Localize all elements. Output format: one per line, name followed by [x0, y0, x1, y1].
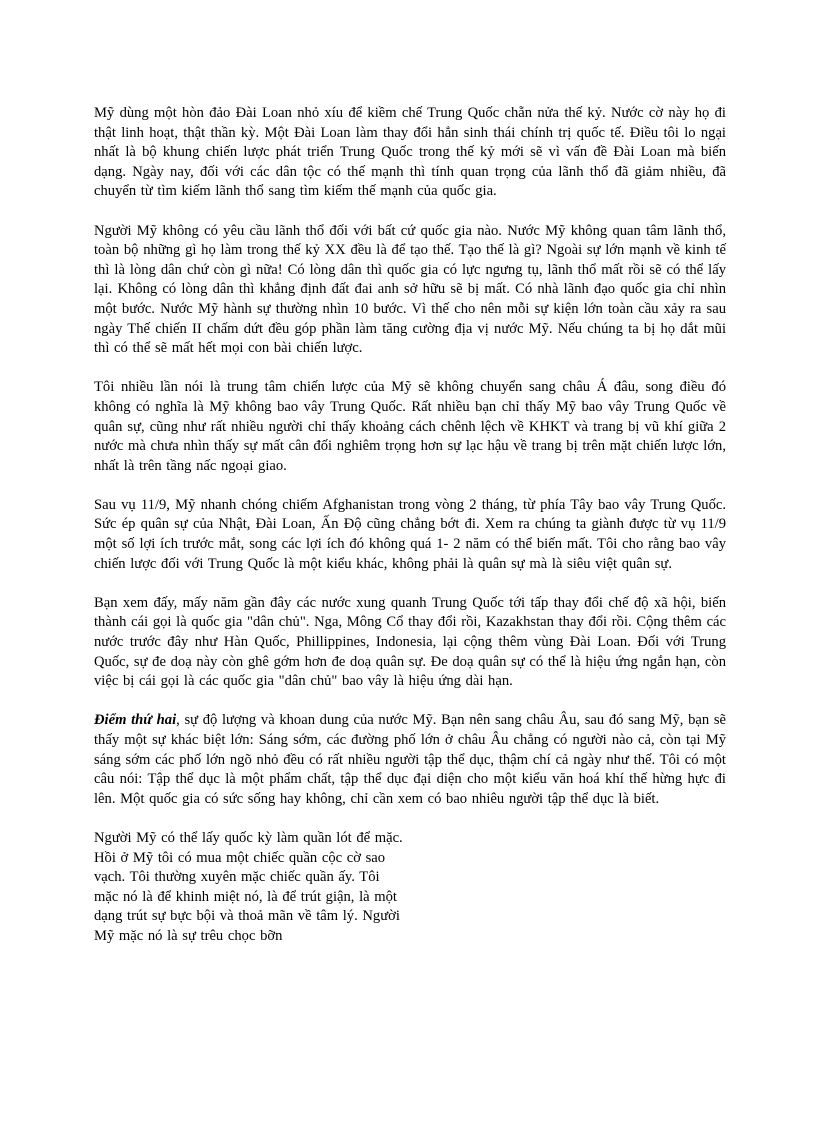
paragraph-territory: Người Mỹ không có yêu cầu lãnh thổ đối với bất cứ quốc gia nào. Nước Mỹ không quan tâm lãnh thổ, toàn bộ những gì họ làm trong thế kỷ XX đều là để tạo thế. Tạo thế là gì? Ngoài sự lớn mạnh về kinh tế thì là lòng dân chứ còn gì nữa! Có lòng dân thì quốc gia có lực ngưng tụ, lãnh thổ mất rồi sẽ có thể lấy lại. Không có lòng dân thì khẳng định đất đai anh sở hữu sẽ bị mất. Có nhà lãnh đạo quốc gia chỉ nhìn một bước. Nước Mỹ hành sự thường nhìn 10 bước. Vì thế cho nên mỗi sự kiện lớn toàn cầu xảy ra sau ngày Thế chiến II chấm dứt đều góp phần làm tăng cường địa vị nước Mỹ. Nếu chúng ta bị họ dắt mũi thì có thể sẽ mất hết mọi con bài chiến lược. — [94, 222, 726, 357]
point-two-lead: Điểm thứ hai — [94, 712, 177, 729]
paragraph-democracy-encirclement: Bạn xem đấy, mấy năm gần đây các nước xung quanh Trung Quốc tới tấp thay đổi chế độ xã hội, biến thành cái gọi là quốc gia "dân chủ". Nga, Mông Cổ thay đổi rồi, Kazakhstan thay đổi rồi. Cộng thêm các nước trước đây như Hàn Quốc, Phillippines, Indonesia, lại cộng thêm vùng Đài Loan. Đối với Trung Quốc, sự đe doạ này còn ghê gớm hơn đe doạ quân sự. Đe doạ quân sự có thể là hiệu ứng ngắn hạn, còn việc bị cái gọi là các quốc gia "dân chủ" bao vây là hiệu ứng dài hạn. — [94, 594, 726, 690]
point-two-text: , sự độ lượng và khoan dung của nước Mỹ. Bạn nên sang châu Âu, sau đó sang Mỹ, bạn sẽ thấy một sự khác biệt lớn: Sáng sớm, các đường phố lớn ở châu Âu chẳng có người nào cả, còn tại Mỹ sáng sớm các phố lớn ngõ nhỏ đều có rất nhiều người tập thể dục, thậm chí cả ngày như thế. Tôi có một câu nói: Tập thể dục là một phẩm chất, tập thể dục đại diện cho một kiểu văn hoá khí thế hừng hực đi lên. Một quốc gia có sức sống hay không, chỉ cần xem có bao nhiêu người tập thể dục là biết. — [94, 712, 726, 807]
paragraph-strategy-center: Tôi nhiều lần nói là trung tâm chiến lược của Mỹ sẽ không chuyển sang châu Á đâu, song điều đó không có nghĩa là Mỹ không bao vây Trung Quốc. Rất nhiều bạn chỉ thấy Mỹ bao vây Trung Quốc về quân sự, cũng như rất nhiều người chỉ thấy khoảng cách chênh lệch về KHKT và trang bị vũ khí giữa 2 nước mà chưa nhìn thấy sự mất cân đối nghiêm trọng hơn sự lạc hậu về trang bị trên mặt chiến lược lớn, nhất là trên tầng nấc ngoại giao. — [94, 379, 726, 474]
paragraph-taiwan: Mỹ dùng một hòn đảo Đài Loan nhỏ xíu để kiềm chế Trung Quốc chẵn nửa thế kỷ. Nước cờ này họ đi thật linh hoạt, thật thần kỳ. Một Đài Loan làm thay đổi hẳn sinh thái chính trị quốc tế. Điều tôi lo ngại nhất là bộ khung chiến lược phát triển Trung Quốc trong thế kỷ mới sẽ vì vấn đề Đài Loan mà biến dạng. Ngày nay, đối với các dân tộc có thế mạnh thì tính quan trọng của lãnh thổ đã giảm nhiều, đã chuyển từ tìm kiếm lãnh thổ sang tìm kiếm thế mạnh của quốc gia. — [94, 105, 726, 200]
paragraph-september-11: Sau vụ 11/9, Mỹ nhanh chóng chiếm Afghanistan trong vòng 2 tháng, từ phía Tây bao vây Trung Quốc. Sức ép quân sự của Nhật, Đài Loan, Ấn Độ cũng chẳng bớt đi. Xem ra chúng ta giành được từ vụ 11/9 một số lợi ích trước mắt, song các lợi ích đó không quá 1- 2 năm có thể biến mất. Tôi cho rằng bao vây chiến lược đối với Trung Quốc là một kiểu khác, không phải là quân sự mà là siêu việt quân sự. — [94, 496, 726, 572]
document-body — [94, 104, 726, 966]
paragraph-flag-underwear: Người Mỹ có thể lấy quốc kỳ làm quần lót để mặc. Hồi ở Mỹ tôi có mua một chiếc quần cộc cờ sao vạch. Tôi thường xuyên mặc chiếc quần ấy. Tôi mặc nó là để khinh miệt nó, là để trút giận, là một dạng trút sự bực bội và thoả mãn về tâm lý. Người Mỹ mặc nó là sự trêu chọc bỡn — [94, 829, 403, 944]
paragraph-point-two — [94, 711, 726, 809]
